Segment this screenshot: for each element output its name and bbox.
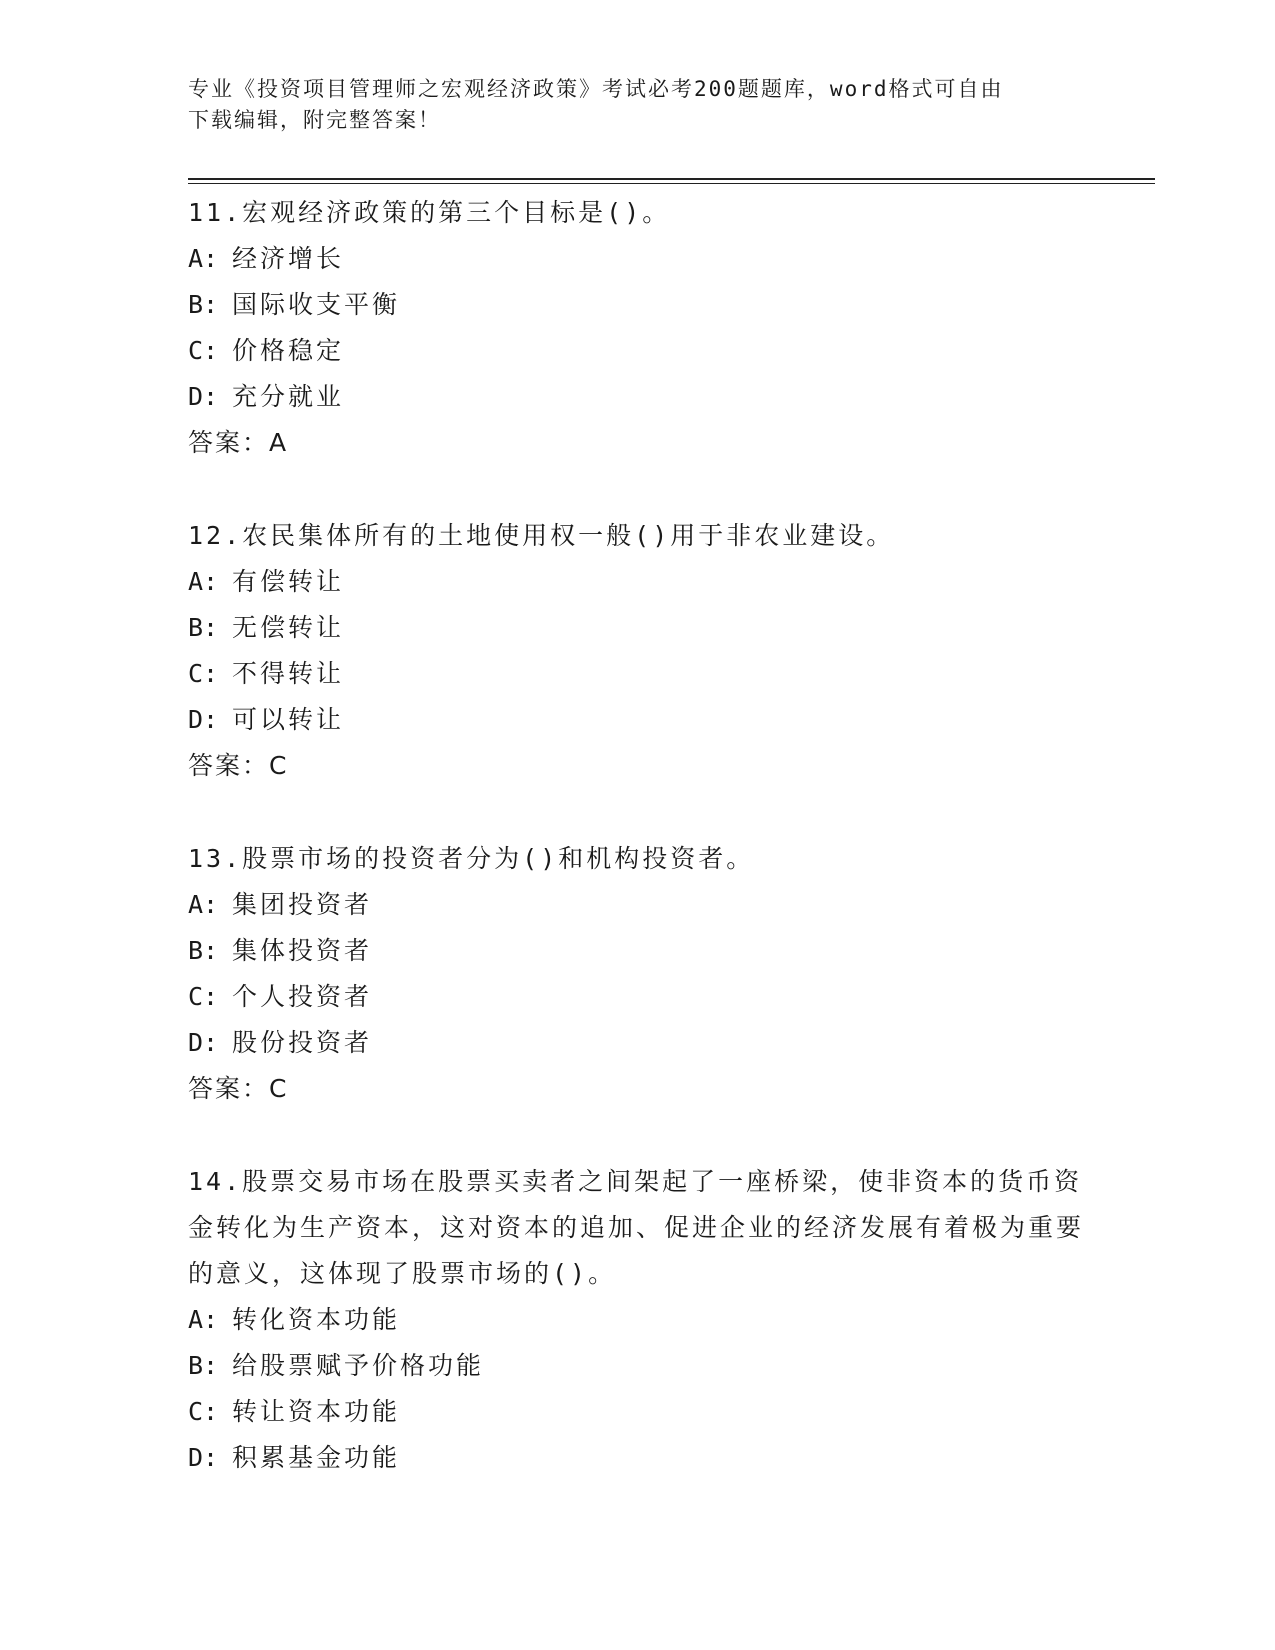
- option-letter: A:: [188, 244, 219, 273]
- answer-line: 答案：A: [188, 428, 289, 457]
- option-a: [188, 559, 1088, 605]
- option-text: 积累基金功能: [232, 1443, 401, 1472]
- option-letter: D:: [188, 1028, 219, 1057]
- question-14: [188, 1159, 1088, 1481]
- option-letter: C:: [188, 1397, 219, 1426]
- option-letter: B:: [188, 936, 219, 965]
- option-b: [188, 605, 1088, 651]
- option-text: 有偿转让: [232, 567, 345, 596]
- option-letter: A:: [188, 567, 219, 596]
- option-text: 集体投资者: [232, 936, 373, 965]
- option-b: [188, 282, 1088, 328]
- option-text: 无偿转让: [232, 613, 345, 642]
- option-letter: A:: [188, 890, 219, 919]
- option-letter: B:: [188, 1351, 219, 1380]
- answer-line: 答案：C: [188, 751, 289, 780]
- question-list: [188, 190, 1088, 1481]
- option-c: [188, 651, 1088, 697]
- option-text: 经济增长: [232, 244, 345, 273]
- option-letter: B:: [188, 290, 219, 319]
- option-letter: D:: [188, 382, 219, 411]
- option-a: [188, 236, 1088, 282]
- option-a: [188, 882, 1088, 928]
- question-stem: 12.农民集体所有的土地使用权一般()用于非农业建设。: [188, 521, 895, 550]
- option-letter: D:: [188, 705, 219, 734]
- question-stem: 13.股票市场的投资者分为()和机构投资者。: [188, 844, 755, 873]
- option-d: [188, 697, 1088, 743]
- question-stem: 11.宏观经济政策的第三个目标是()。: [188, 198, 671, 227]
- header-line-2: 下载编辑，附完整答案！: [188, 108, 441, 132]
- option-letter: C:: [188, 659, 219, 688]
- question-stem: 14.股票交易市场在股票买卖者之间架起了一座桥梁，使非资本的货币资金转化为生产资本，这对资本的追加、促进企业的经济发展有着极为重要的意义，这体现了股票市场的()。: [188, 1167, 1085, 1288]
- header-divider-thick: [188, 178, 1155, 180]
- document-header: [188, 74, 1088, 136]
- option-text: 转化资本功能: [232, 1305, 401, 1334]
- header-divider-thin: [188, 183, 1155, 184]
- option-text: 不得转让: [232, 659, 345, 688]
- option-a: [188, 1297, 1088, 1343]
- header-line-1: 专业《投资项目管理师之宏观经济政策》考试必考200题题库，word格式可自由: [188, 77, 1004, 101]
- option-c: [188, 1389, 1088, 1435]
- answer-line: 答案：C: [188, 1074, 289, 1103]
- option-text: 给股票赋予价格功能: [232, 1351, 485, 1380]
- option-letter: C:: [188, 336, 219, 365]
- question-11: [188, 190, 1088, 466]
- option-c: [188, 974, 1088, 1020]
- option-text: 国际收支平衡: [232, 290, 401, 319]
- option-b: [188, 1343, 1088, 1389]
- option-letter: B:: [188, 613, 219, 642]
- option-d: [188, 374, 1088, 420]
- option-text: 充分就业: [232, 382, 345, 411]
- option-b: [188, 928, 1088, 974]
- option-text: 股份投资者: [232, 1028, 373, 1057]
- option-letter: C:: [188, 982, 219, 1011]
- question-12: [188, 513, 1088, 789]
- option-text: 个人投资者: [232, 982, 373, 1011]
- option-letter: A:: [188, 1305, 219, 1334]
- option-letter: D:: [188, 1443, 219, 1472]
- option-text: 可以转让: [232, 705, 345, 734]
- option-c: [188, 328, 1088, 374]
- question-13: [188, 836, 1088, 1112]
- option-text: 集团投资者: [232, 890, 373, 919]
- option-text: 价格稳定: [232, 336, 345, 365]
- option-text: 转让资本功能: [232, 1397, 401, 1426]
- option-d: [188, 1020, 1088, 1066]
- option-d: [188, 1435, 1088, 1481]
